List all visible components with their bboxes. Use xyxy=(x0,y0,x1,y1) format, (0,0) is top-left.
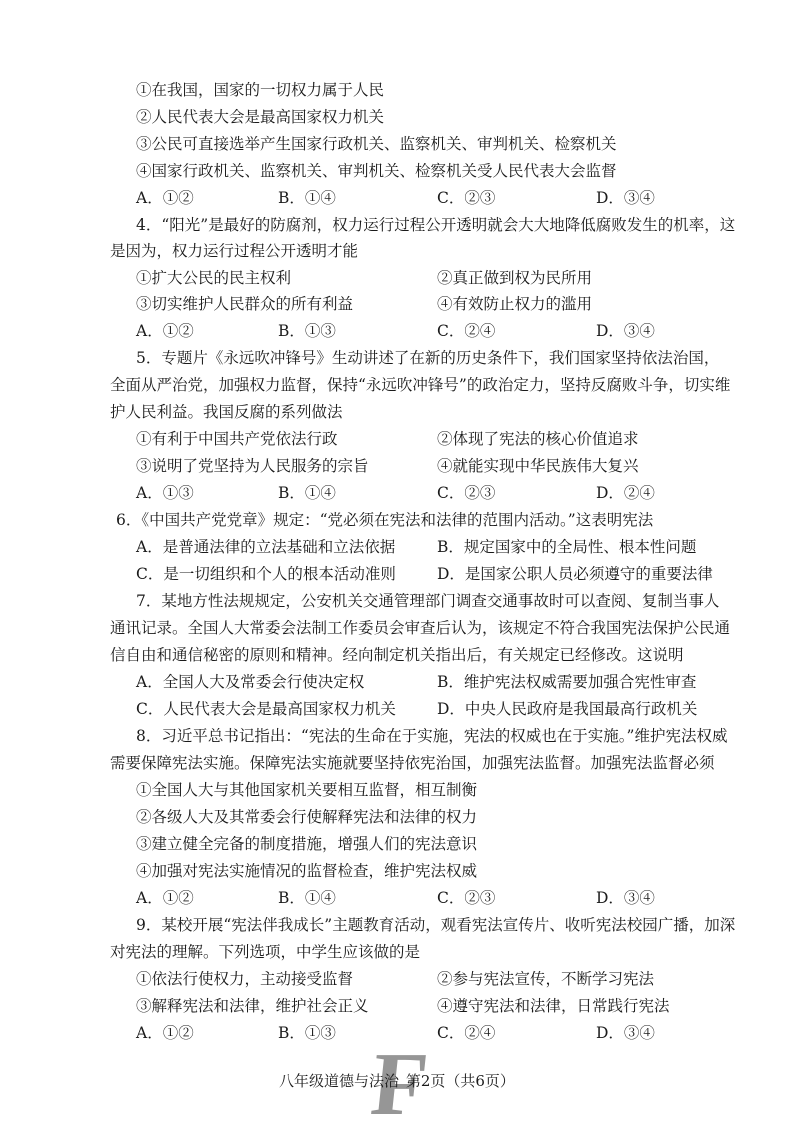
q3-item-2: ②人民代表大会是最高国家权力机关 xyxy=(136,108,385,126)
q9-stem-line-1: 9．某校开展“宪法伴我成长”主题教育活动，观看宪法宣传片、收听宪法校园广播，加深 xyxy=(136,916,736,934)
q7-option-d: D．中央人民政府是我国最高行政机关 xyxy=(437,700,698,718)
q5-item-2: ②体现了宪法的核心价值追求 xyxy=(437,430,639,448)
q9-option-a: A．①② xyxy=(136,1024,194,1042)
q8-item-4: ④加强对宪法实施情况的监督检查，维护宪法权威 xyxy=(136,862,478,880)
q7-stem-line-3: 信自由和通信秘密的原则和精神。经向制定机关指出后，有关规定已经修改。这说明 xyxy=(110,646,684,664)
footer-subject: 八年级道德与法治 xyxy=(279,1072,400,1090)
q9-item-1: ①依法行使权力，主动接受监督 xyxy=(136,970,354,988)
q4-item-3: ③切实维护人民群众的所有利益 xyxy=(136,295,354,313)
q5-option-a: A．①③ xyxy=(136,484,194,502)
q6-option-c: C．是一切组织和个人的根本活动准则 xyxy=(136,565,396,583)
q5-item-4: ④就能实现中华民族伟大复兴 xyxy=(437,457,639,475)
q5-option-c: C．②③ xyxy=(437,484,496,502)
q9-option-c: C．②④ xyxy=(437,1024,496,1042)
q4-option-c: C．②④ xyxy=(437,322,496,340)
q6-option-a: A．是普通法律的立法基础和立法依据 xyxy=(136,538,396,556)
q6-option-d: D．是国家公职人员必须遵守的重要法律 xyxy=(437,565,713,583)
q8-stem-line-2: 需要保障宪法实施。保障宪法实施就要坚持依宪治国，加强宪法监督。加强宪法监督必须 xyxy=(110,754,715,772)
stamp-letter: F xyxy=(366,1035,433,1134)
q4-stem-line-2: 是因为，权力运行过程公开透明才能 xyxy=(110,242,359,260)
q8-option-b: B．①④ xyxy=(278,889,336,907)
q5-stem-line-3: 护人民利益。我国反腐的系列做法 xyxy=(110,403,343,421)
q8-option-d: D．③④ xyxy=(596,889,655,907)
q4-option-d: D．③④ xyxy=(596,322,655,340)
q9-stem-line-2: 对宪法的理解。下列选项，中学生应该做的是 xyxy=(110,943,421,961)
q4-item-4: ④有效防止权力的滥用 xyxy=(437,295,593,313)
q7-option-b: B．维护宪法权威需要加强合宪性审查 xyxy=(437,673,697,691)
q9-item-4: ④遵守宪法和法律，日常践行宪法 xyxy=(437,997,670,1015)
q4-option-a: A．①② xyxy=(136,322,194,340)
q5-stem-line-2: 全面从严治党，加强权力监督，保持“永远吹冲锋号”的政治定力，坚持反腐败斗争，切实维 xyxy=(110,376,731,394)
page-footer xyxy=(0,1070,794,1092)
q3-item-1: ①在我国，国家的一切权力属于人民 xyxy=(136,81,385,99)
q7-stem-line-2: 通讯记录。全国人大常委会法制工作委员会审查后认为，该规定不符合我国宪法保护公民通 xyxy=(110,619,731,637)
q4-stem-line-1: 4．“阳光”是最好的防腐剂，权力运行过程公开透明就会大大地降低腐败发生的机率，这 xyxy=(136,216,736,234)
q3-option-c: C．②③ xyxy=(437,189,496,207)
q5-option-b: B．①④ xyxy=(278,484,336,502)
q5-stem-line-1: 5．专题片《永远吹冲锋号》生动讲述了在新的历史条件下，我们国家坚持依法治国， xyxy=(136,349,720,367)
q4-item-2: ②真正做到权为民所用 xyxy=(437,269,593,287)
q5-option-d: D．②④ xyxy=(596,484,655,502)
q8-item-1: ①全国人大与其他国家机关要相互监督，相互制衡 xyxy=(136,781,478,799)
q8-option-a: A．①② xyxy=(136,889,194,907)
q4-item-1: ①扩大公民的民主权利 xyxy=(136,269,292,287)
q5-item-1: ①有利于中国共产党依法行政 xyxy=(136,430,338,448)
q3-option-b: B．①④ xyxy=(278,189,336,207)
q4-option-b: B．①③ xyxy=(278,322,336,340)
q8-option-c: C．②③ xyxy=(437,889,496,907)
q6-option-b: B．规定国家中的全局性、根本性问题 xyxy=(437,538,697,556)
q9-item-3: ③解释宪法和法律，维护社会正义 xyxy=(136,997,369,1015)
q9-option-b: B．①③ xyxy=(278,1024,336,1042)
q7-option-c: C．人民代表大会是最高国家权力机关 xyxy=(136,700,396,718)
q3-item-4: ④国家行政机关、监察机关、审判机关、检察机关受人民代表大会监督 xyxy=(136,162,617,180)
q3-option-a: A．①② xyxy=(136,189,194,207)
q3-item-3: ③公民可直接选举产生国家行政机关、监察机关、审判机关、检察机关 xyxy=(136,135,617,153)
q6-stem-line-1: 6．《中国共产党党章》规定：“党必须在宪法和法律的范围内活动。”这表明宪法 xyxy=(116,511,654,529)
q3-option-d: D．③④ xyxy=(596,189,655,207)
q7-stem-line-1: 7．某地方性法规规定，公安机关交通管理部门调查交通事故时可以查阅、复制当事人 xyxy=(136,592,720,610)
q7-option-a: A．全国人大及常委会行使决定权 xyxy=(136,673,365,691)
q9-option-d: D．③④ xyxy=(596,1024,655,1042)
footer-page-number: 第2页（共6页） xyxy=(405,1072,515,1090)
q8-stem-line-1: 8．习近平总书记指出：“宪法的生命在于实施，宪法的权威也在于实施。”维护宪法权威 xyxy=(136,727,728,745)
q8-item-2: ②各级人大及其常委会行使解释宪法和法律的权力 xyxy=(136,808,478,826)
q8-item-3: ③建立健全完备的制度措施，增强人们的宪法意识 xyxy=(136,835,478,853)
q5-item-3: ③说明了党坚持为人民服务的宗旨 xyxy=(136,457,369,475)
q9-item-2: ②参与宪法宣传，不断学习宪法 xyxy=(437,970,655,988)
